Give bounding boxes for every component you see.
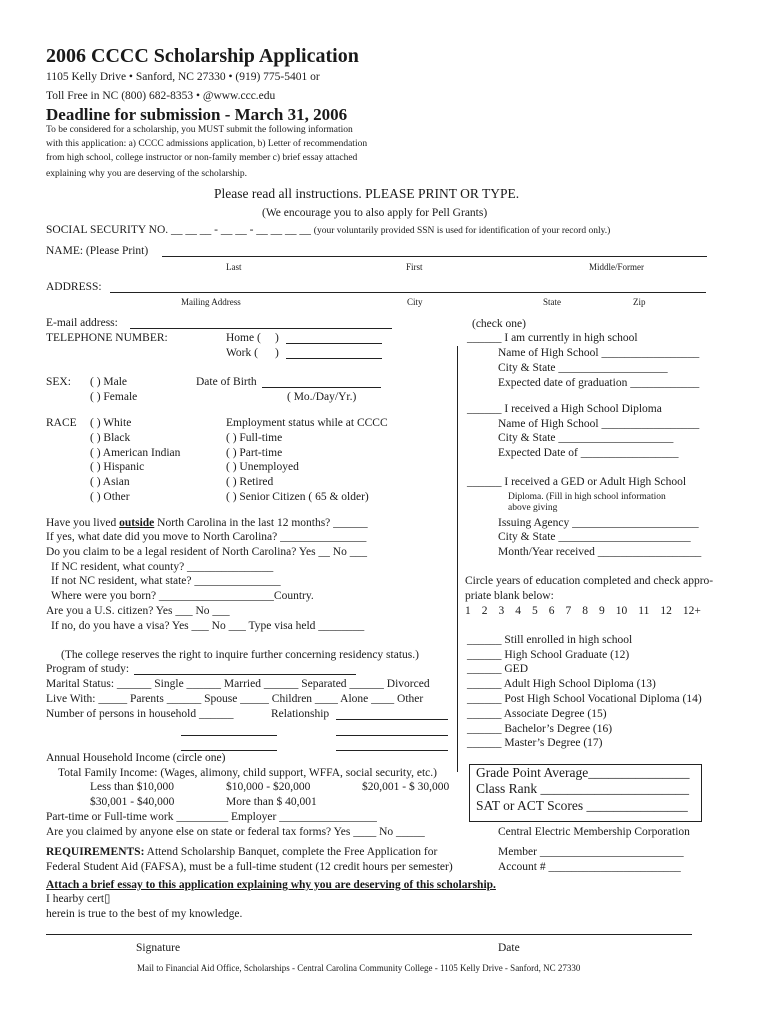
- edu-level-vocational[interactable]: ______ Post High School Vocational Diploma (14): [467, 693, 702, 705]
- question-legal-resident[interactable]: Do you claim to be a legal resident of North Carolina? Yes __ No ___: [46, 546, 367, 558]
- ssn-label: SOCIAL SECURITY NO. __ __ __ - __ __ - __ __ __ __: [46, 224, 311, 236]
- dob-label: Date of Birth: [196, 376, 257, 388]
- income-range-4[interactable]: $30,001 - $40,000: [90, 796, 175, 808]
- marital-status[interactable]: Marital Status: ______ Single ______ Married ______ Separated ______ Divorced: [46, 678, 430, 690]
- requirements-line-1: [46, 845, 437, 859]
- employment-option-unemployed[interactable]: ( ) Unemployed: [226, 461, 299, 473]
- name-input-line[interactable]: [162, 245, 707, 257]
- employment-option-fulltime[interactable]: ( ) Full-time: [226, 432, 283, 444]
- relationship-line-1[interactable]: [336, 708, 448, 720]
- year-option[interactable]: 2: [481, 605, 488, 617]
- year-option[interactable]: 4: [515, 605, 521, 617]
- name-middle-label: Middle/Former: [589, 262, 644, 272]
- edu-level-still-enrolled[interactable]: ______ Still enrolled in high school: [467, 634, 633, 646]
- sat-act-field[interactable]: SAT or ACT Scores _______________: [476, 798, 688, 813]
- month-year-received-field[interactable]: Month/Year received __________________: [498, 546, 702, 558]
- signature-line[interactable]: [46, 934, 692, 935]
- income-range-2[interactable]: $10,000 - $20,000: [226, 781, 311, 793]
- year-option[interactable]: 8: [582, 605, 588, 617]
- sex-label: SEX:: [46, 376, 71, 388]
- address-line-1: 1105 Kelly Drive • Sanford, NC 27330 • (919) 775-5401 or: [46, 71, 320, 83]
- total-family-income: Total Family Income: (Wages, alimony, child support, WFFA, social security, etc.): [58, 767, 437, 779]
- circle-years-line-1: Circle years of education completed and check appro-: [465, 575, 714, 587]
- edu-level-master[interactable]: ______ Master’s Degree (17): [467, 737, 603, 749]
- mail-to-footer: Mail to Financial Aid Office, Scholarships - Central Carolina Community College - 1105 Kelly Drive - Sanford, NC 27330: [137, 963, 581, 973]
- year-option[interactable]: 9: [599, 605, 605, 617]
- requirements-text: Attend Scholarship Banquet, complete the Free Application for: [144, 846, 438, 858]
- race-label: RACE: [46, 417, 77, 429]
- income-range-1[interactable]: Less than $10,000: [90, 781, 175, 793]
- year-option[interactable]: 5: [532, 605, 538, 617]
- name-label: NAME: (Please Print): [46, 245, 149, 257]
- ged-diploma-note-1: Diploma. (Fill in high school information: [508, 492, 666, 502]
- question-move-date[interactable]: If yes, what date did you move to North Carolina? _______________: [46, 531, 367, 543]
- date-label: Date: [498, 942, 520, 954]
- year-option[interactable]: 3: [498, 605, 505, 617]
- race-option-asian[interactable]: ( ) Asian: [90, 476, 130, 488]
- address-line-2: Toll Free in NC (800) 682-8353 • @www.ccc.edu: [46, 90, 276, 102]
- diploma-hs-name-field[interactable]: Name of High School _________________: [498, 418, 700, 430]
- household-count[interactable]: Number of persons in household ______: [46, 708, 234, 720]
- residency-note: (The college reserves the right to inquire further concerning residency status.): [61, 649, 419, 661]
- year-option[interactable]: 12+: [682, 605, 701, 617]
- gpa-field[interactable]: Grade Point Average_______________: [476, 765, 690, 780]
- hs-city-field[interactable]: City & State ___________________: [498, 362, 668, 374]
- edu-level-associate[interactable]: ______ Associate Degree (15): [467, 708, 607, 720]
- relationship-label: Relationship: [271, 708, 330, 720]
- address-mailing-label: Mailing Address: [181, 297, 241, 307]
- income-range-3[interactable]: $20,001 - $ 30,000: [362, 781, 450, 793]
- question-lived-emphasis: outside: [119, 517, 155, 529]
- form-title: 2006 CCCC Scholarship Application: [46, 45, 359, 67]
- hs-diploma-option[interactable]: ______ I received a High School Diploma: [467, 403, 662, 415]
- email-input-line[interactable]: [130, 317, 392, 329]
- sex-male-option[interactable]: ( ) Male: [90, 376, 128, 388]
- ssn-note: (your voluntarily provided SSN is used for identification of your record only.): [313, 226, 611, 236]
- race-option-hispanic[interactable]: ( ) Hispanic: [90, 461, 145, 473]
- hs-name-field[interactable]: Name of High School _________________: [498, 347, 700, 359]
- address-city-label: City: [407, 297, 423, 307]
- circle-years-line-2: priate blank below:: [465, 590, 554, 602]
- ged-diploma-note-2: above giving: [508, 503, 558, 513]
- race-option-american-indian[interactable]: ( ) American Indian: [90, 447, 181, 459]
- check-one-label: (check one): [472, 318, 526, 330]
- year-option[interactable]: 12: [660, 605, 672, 617]
- dob-format: ( Mo./Day/Yr.): [287, 391, 357, 403]
- signature-label: Signature: [136, 942, 181, 954]
- diploma-city-field[interactable]: City & State ____________________: [498, 432, 674, 444]
- claimed-on-taxes[interactable]: Are you claimed by anyone else on state or federal tax forms? Yes ____ No _____: [46, 826, 425, 838]
- cemc-account-field[interactable]: Account # _______________________: [498, 861, 681, 873]
- question-born[interactable]: Where were you born? ____________________Country.: [51, 590, 314, 602]
- diploma-date-field[interactable]: Expected Date of _________________: [498, 447, 679, 459]
- year-option[interactable]: 6: [548, 605, 555, 617]
- question-lived-outside[interactable]: [46, 516, 368, 530]
- ged-city-field[interactable]: City & State _______________________: [498, 531, 691, 543]
- edu-level-hs-graduate[interactable]: ______ High School Graduate (12): [467, 649, 630, 661]
- work-phone-label: Work (: [226, 347, 258, 359]
- cemc-label: Central Electric Membership Corporation: [498, 826, 690, 838]
- home-phone-label: Home (: [226, 332, 261, 344]
- work-phone-input[interactable]: [286, 347, 382, 359]
- ged-option[interactable]: ______ I received a GED or Adult High School: [467, 476, 687, 488]
- address-label: ADDRESS:: [46, 281, 102, 293]
- telephone-label: TELEPHONE NUMBER:: [46, 332, 168, 344]
- question-state[interactable]: If not NC resident, what state? _______________: [51, 575, 281, 587]
- intro-line-3: from high school, college instructor or non-family member c) brief essay attached: [46, 153, 358, 163]
- ssn-field[interactable]: [46, 223, 610, 237]
- question-citizen[interactable]: Are you a U.S. citizen? Yes ___ No ___: [46, 605, 230, 617]
- class-rank-field[interactable]: Class Rank ______________________: [476, 781, 690, 796]
- intro-line-4: explaining why you are deserving of the scholarship.: [46, 169, 248, 179]
- employment-option-senior[interactable]: ( ) Senior Citizen ( 65 & older): [226, 491, 369, 503]
- sex-female-option[interactable]: ( ) Female: [90, 391, 138, 403]
- address-state-label: State: [543, 297, 561, 307]
- address-zip-label: Zip: [633, 297, 646, 307]
- hs-graduation-field[interactable]: Expected date of graduation ____________: [498, 377, 700, 389]
- certify-line-1: I hearby cert▯: [46, 893, 111, 905]
- relationship-line-2[interactable]: [336, 724, 448, 736]
- requirements-line-2: Federal Student Aid (FAFSA), must be a full-time student (12 credit hours per semester): [46, 861, 453, 873]
- parttime-fulltime-work[interactable]: Part-time or Full-time work _________ Employer _________________: [46, 811, 377, 823]
- live-with[interactable]: Live With: _____ Parents ______ Spouse _____ Children ____ Alone ____ Other: [46, 693, 424, 705]
- employment-option-retired[interactable]: ( ) Retired: [226, 476, 274, 488]
- race-option-white[interactable]: ( ) White: [90, 417, 132, 429]
- income-label: Annual Household Income (circle one): [46, 752, 226, 764]
- edu-level-bachelor[interactable]: ______ Bachelor’s Degree (16): [467, 723, 613, 735]
- question-lived-text-a: Have you lived: [46, 517, 120, 529]
- certify-line-2: herein is true to the best of my knowledge.: [46, 908, 243, 920]
- year-option[interactable]: 1: [465, 605, 471, 617]
- requirements-heading: REQUIREMENTS:: [46, 846, 145, 858]
- column-divider: [457, 346, 458, 772]
- deadline-heading: Deadline for submission - March 31, 2006: [46, 105, 348, 124]
- hs-current-option[interactable]: ______ I am currently in high school: [467, 332, 638, 344]
- question-county[interactable]: If NC resident, what county? _______________: [51, 561, 274, 573]
- race-option-black[interactable]: ( ) Black: [90, 432, 131, 444]
- employment-option-parttime[interactable]: ( ) Part-time: [226, 447, 283, 459]
- issuing-agency-field[interactable]: Issuing Agency ______________________: [498, 517, 699, 529]
- home-phone-paren: ): [275, 332, 279, 344]
- employment-label: Employment status while at CCCC: [226, 417, 388, 429]
- address-input-line[interactable]: [110, 281, 706, 293]
- year-option[interactable]: 11: [638, 605, 650, 617]
- years-of-education: [465, 604, 701, 618]
- race-option-other[interactable]: ( ) Other: [90, 491, 130, 503]
- instructions: Please read all instructions. PLEASE PRINT OR TYPE.: [214, 186, 520, 201]
- cemc-member-field[interactable]: Member _________________________: [498, 846, 684, 858]
- intro-line-1: To be considered for a scholarship, you MUST submit the following information: [46, 125, 353, 135]
- name-first-label: First: [406, 262, 423, 272]
- income-range-5[interactable]: More than $ 40,001: [226, 796, 317, 808]
- dob-input-line[interactable]: [262, 376, 381, 388]
- household-line-2[interactable]: [181, 724, 277, 736]
- household-line-3[interactable]: [181, 739, 277, 751]
- year-option[interactable]: 10: [615, 605, 628, 617]
- attach-essay-notice: Attach a brief essay to this application explaining why you are deserving of this scholarship.: [46, 879, 496, 891]
- edu-level-ged[interactable]: ______ GED: [467, 663, 529, 675]
- pell-note: (We encourage you to also apply for Pell Grants): [262, 207, 488, 219]
- edu-level-adult-hs[interactable]: ______ Adult High School Diploma (13): [467, 678, 656, 690]
- year-option[interactable]: 7: [565, 605, 572, 617]
- intro-line-2: with this application: a) CCCC admissions application, b) Letter of recommendation: [46, 139, 368, 149]
- home-phone-input[interactable]: [286, 332, 382, 344]
- work-phone-paren: ): [275, 347, 279, 359]
- email-label: E-mail address:: [46, 317, 118, 329]
- question-lived-text-c: North Carolina in the last 12 months? ______: [154, 517, 368, 529]
- program-input-line[interactable]: [134, 663, 356, 675]
- name-last-label: Last: [226, 262, 242, 272]
- program-label: Program of study:: [46, 663, 130, 675]
- relationship-line-3[interactable]: [336, 739, 448, 751]
- question-visa[interactable]: If no, do you have a visa? Yes ___ No ___ Type visa held ________: [51, 620, 365, 632]
